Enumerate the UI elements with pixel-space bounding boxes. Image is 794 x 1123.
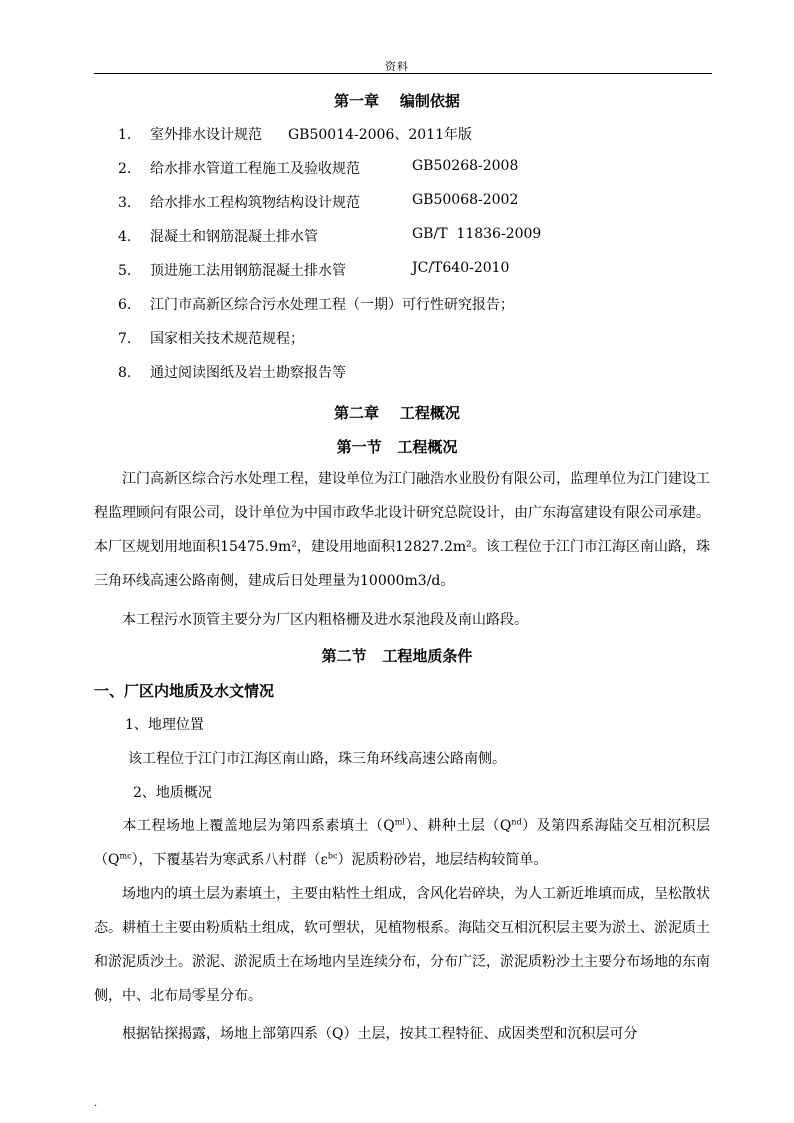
reference-item [118,328,304,348]
geo-text-7: 根据钻探揭露，场地上部第四系（Q）土层，按其工程特征、成因类型和沉积层可分 [122,1026,638,1042]
location-text: 该工程位于江门市江海区南山路，珠三角环线高速公路南侧。 [128,751,506,767]
reference-code: GB50014-2006、2011年版 [288,127,472,143]
reference-item [118,362,346,382]
header-rule [94,73,712,74]
reference-number: 3. [118,195,132,211]
reference-number: 7. [118,331,132,347]
reference-number: 4. [118,229,132,245]
geo-text-3: ）及第四系海陆交互相沉积层（Q [94,818,711,868]
geology-paragraph-1 [94,809,710,877]
geology-paragraph-3 [94,1017,710,1051]
chapter1-title: 第一章 编制依据 [334,92,460,110]
reference-number: 8. [118,365,132,381]
reference-item [118,226,318,246]
pipe-paragraph [94,603,710,637]
geo-text-4: ），下覆基岩为寒武系八村群（ε [131,852,328,868]
reference-name: 室外排水设计规范 [150,127,262,143]
reference-name: 江门市高新区综合污水处理工程（一期）可行性研究报告； [150,297,514,313]
geology-paragraph-2 [94,877,710,1013]
reference-item [118,294,514,314]
geo-text-2: ）、耕种土层（Q [404,818,512,834]
reference-name: 混凝土和钢筋混凝土排水管 [150,229,318,245]
reference-number: 5. [118,263,132,279]
reference-item [118,124,262,144]
geo-sup-nd: nd [511,817,522,827]
reference-item [118,260,346,280]
geo-text-1: 本工程场地上覆盖地层为第四系素填土（Q [122,818,395,834]
location-title: 1、地理位置 [125,717,204,733]
geo-sup-ml: ml [394,817,405,827]
reference-name: 通过阅读图纸及岩土勘察报告等 [150,365,346,381]
reference-name: 给水排水管道工程施工及验收规范 [150,161,360,177]
reference-code: GB50268-2008 [412,158,519,174]
reference-number: 6. [118,297,132,313]
reference-number: 2. [118,161,132,177]
reference-code: JC/T640-2010 [412,260,510,276]
geo-text-6: 场地内的填土层为素填土，主要由粘性土组成，含风化岩碎块，为人工新近堆填而成，呈松散状态。耕植土主要由粉质粘土组成，软可塑状，见植物根系。海陆交互相沉积层主要为淤土、淤泥质土和淤泥质沙土。淤泥、淤泥质土在场地内呈连续分布，分布广泛，淤泥质粉沙土主要分布场地的东南侧，中、北布局零星分布。 [94,886,710,1004]
subsection-title: 一、厂区内地质及水文情况 [94,682,275,700]
geo-text-5: ）泥质粉砂岩，地层结构较简单。 [337,852,548,868]
chapter2-title: 第二章 工程概况 [334,404,460,422]
pipe-text: 本工程污水顶管主要分为厂区内粗格栅及进水泵池段及南山路段。 [122,612,528,628]
reference-name: 国家相关技术规范规程； [150,331,304,347]
reference-item [118,192,360,212]
reference-code: GB/T 11836-2009 [412,226,542,242]
overview-paragraph [94,462,710,598]
overview-text: 江门高新区综合污水处理工程，建设单位为江门融浩水业股份有限公司，监理单位为江门建设工程监理顾问有限公司，设计单位为中国市政华北设计研究总院设计，由广东海富建设有限公司承建。本厂区规划用地面积15475.9m²，建设用地面积12827.2m²。该工程位于江门市江海区南山路，珠三角环线高速公路南侧，建成后日处理量为10000m3/d。 [94,471,710,589]
reference-number: 1. [118,127,132,143]
reference-name: 给水排水工程构筑物结构设计规范 [150,195,360,211]
reference-item [118,158,360,178]
geo-sup-mc: mc [119,851,132,861]
section1-title: 第一节 工程概况 [336,438,458,456]
geo-sup-bc: bc [327,851,338,861]
footer-mark: . [94,1098,98,1109]
page-header: 资料 [385,60,409,73]
section2-title: 第二节 工程地质条件 [321,647,473,665]
geology-title: 2、地质概况 [133,785,212,801]
reference-name: 顶进施工法用钢筋混凝土排水管 [150,263,346,279]
reference-code: GB50068-2002 [412,192,519,208]
